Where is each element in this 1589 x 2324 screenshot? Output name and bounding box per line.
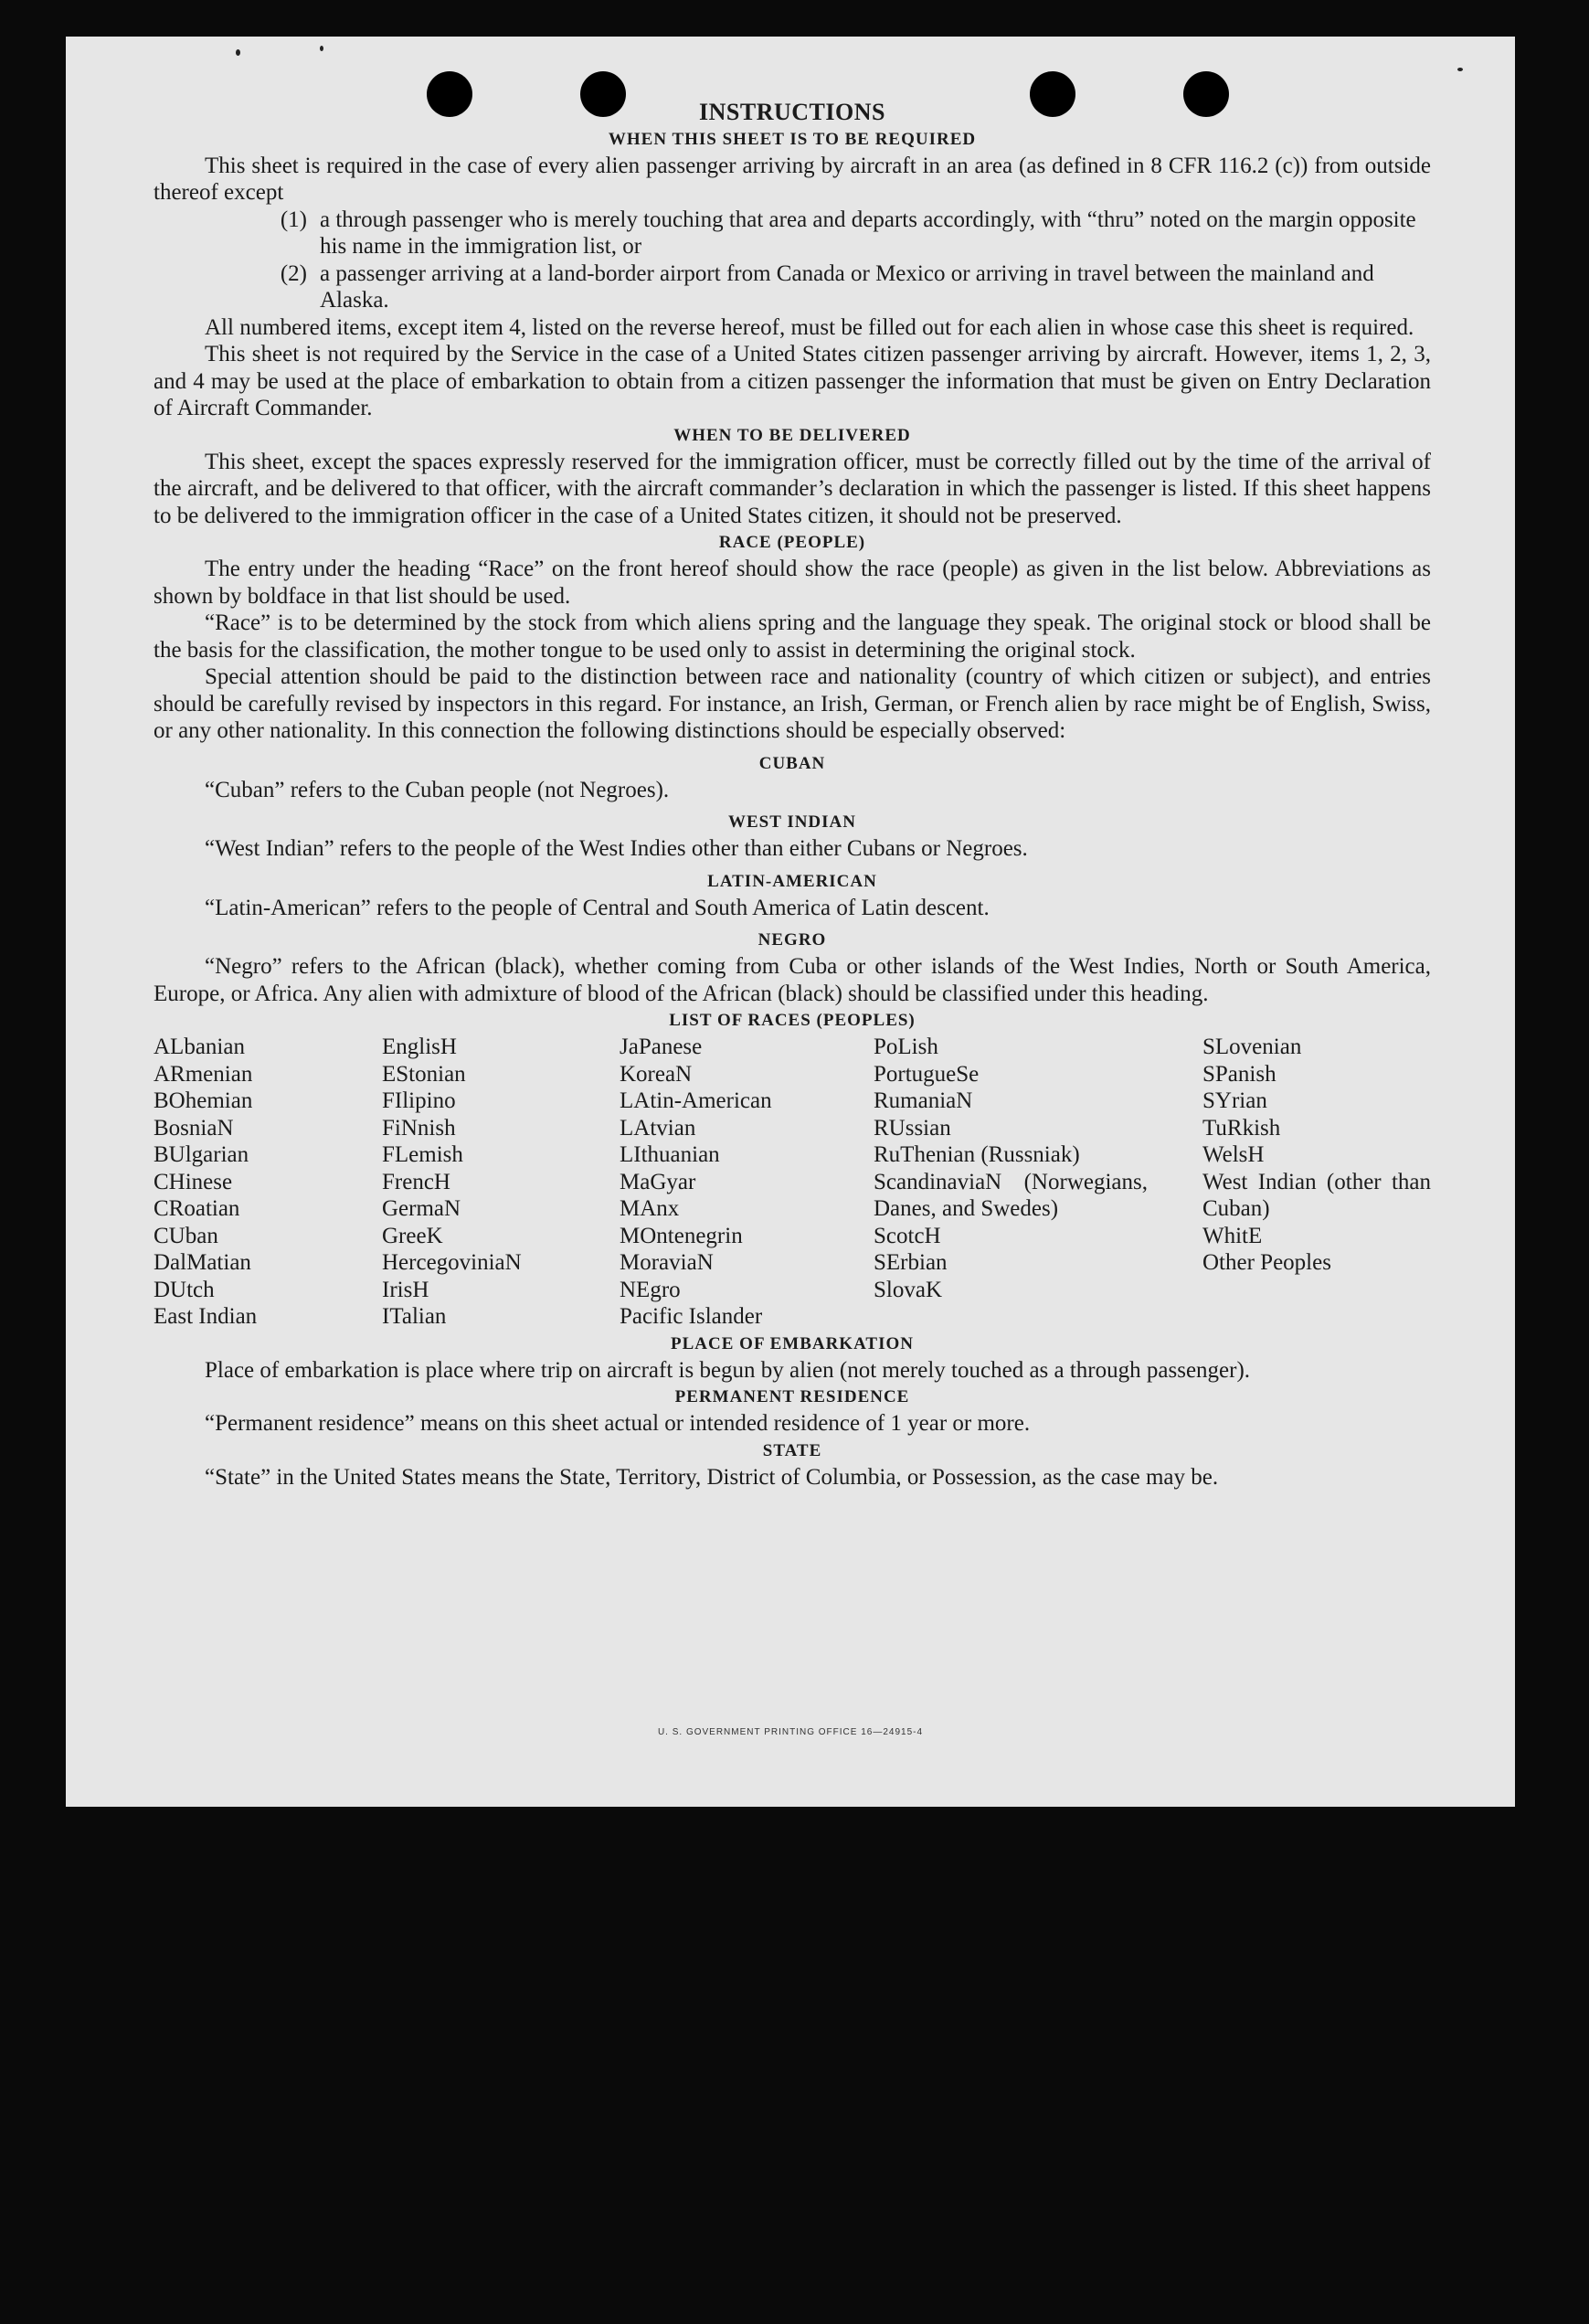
section-heading: WEST INDIAN xyxy=(728,812,856,832)
paragraph: This sheet, except the spaces expressly reserved for the immigration officer, must be correctly filled out by the time of the arrival of the aircraft, and be delivered to that officer, with the aircraft commander’s declaration in which the passenger is listed. If this sheet happens to be delivered to the immigration officer in the case of a United States citizen, it should not be preserved. xyxy=(154,449,1431,528)
paragraph: Place of embarkation is place where trip on aircraft is begun by alien (not merely touched as a through passenger). xyxy=(205,1357,1251,1383)
race-item: MAnx xyxy=(620,1196,680,1221)
race-item: FIlipino xyxy=(382,1088,456,1113)
race-item: East Indian xyxy=(154,1304,258,1329)
race-item: KoreaN xyxy=(620,1061,693,1087)
race-item: MaGyar xyxy=(620,1169,696,1194)
race-item: SLovenian xyxy=(1202,1035,1302,1059)
race-item: IrisH xyxy=(382,1277,429,1302)
paragraph: “Cuban” refers to the Cuban people (not Negroes). xyxy=(205,777,670,802)
race-item: FiNnish xyxy=(382,1115,456,1141)
race-column xyxy=(1202,1034,1431,1331)
race-column xyxy=(154,1034,382,1331)
race-item: ARmenian xyxy=(154,1061,253,1087)
section-heading: RACE (PEOPLE) xyxy=(718,533,866,552)
race-item: GreeK xyxy=(382,1223,443,1248)
race-item: SlovaK xyxy=(874,1277,942,1302)
race-item: LIthuanian xyxy=(620,1142,720,1167)
race-item: GermaN xyxy=(382,1196,461,1221)
section-heading: WHEN TO BE DELIVERED xyxy=(673,425,911,445)
section-heading: WHEN THIS SHEET IS TO BE REQUIRED xyxy=(608,129,977,149)
speck xyxy=(1457,68,1463,71)
race-item: ITalian xyxy=(382,1304,447,1329)
paragraph: “Latin-American” refers to the people of Central and South America of Latin descent. xyxy=(205,895,990,920)
race-item: MOntenegrin xyxy=(620,1223,743,1248)
paragraph: “West Indian” refers to the people of the West Indies other than either Cubans or Negroes. xyxy=(205,836,1028,861)
section-heading: STATE xyxy=(762,1440,822,1460)
race-item: LAtvian xyxy=(620,1115,696,1141)
paragraph: This sheet is not required by the Service in the case of a United States citizen passenger arriving by aircraft. However, items 1, 2, 3, and 4 may be used at the place of embarkation to obtain from a citizen passenger the information that must be given on Entry Declaration of Aircraft Commander. xyxy=(154,342,1431,420)
race-item: SYrian xyxy=(1202,1088,1267,1113)
paragraph: “Permanent residence” means on this sheet actual or intended residence of 1 year or more. xyxy=(205,1411,1031,1436)
section-heading: CUBAN xyxy=(758,753,826,773)
race-item: ALbanian xyxy=(154,1035,245,1059)
paragraph: This sheet is required in the case of every alien passenger arriving by aircraft in an area (as defined in 8 CFR 116.2 (c)) from outside thereof except xyxy=(154,153,1431,205)
race-item: FrencH xyxy=(382,1169,450,1194)
race-item: CUban xyxy=(154,1223,218,1248)
race-item: EStonian xyxy=(382,1061,466,1087)
race-item: LAtin-American xyxy=(620,1088,772,1113)
race-item: SPanish xyxy=(1202,1061,1276,1087)
race-item: BosniaN xyxy=(154,1115,234,1141)
race-list xyxy=(154,1034,1431,1331)
race-item: EnglisH xyxy=(382,1035,457,1059)
speck xyxy=(320,46,323,51)
race-item: CRoatian xyxy=(154,1196,240,1221)
race-item: BUlgarian xyxy=(154,1142,249,1167)
section-heading: PERMANENT RESIDENCE xyxy=(674,1387,910,1406)
item-text: a through passenger who is merely touching that area and departs accordingly, with “thru” noted on the margin opposite his name in the immigration list, or xyxy=(320,207,1416,259)
list-item xyxy=(154,260,1431,314)
race-column xyxy=(874,1034,1202,1331)
race-item: BOhemian xyxy=(154,1088,253,1113)
race-column xyxy=(620,1034,874,1331)
race-column xyxy=(382,1034,620,1331)
document-sheet xyxy=(66,37,1515,1807)
race-item: NEgro xyxy=(620,1277,681,1302)
race-item: WhitE xyxy=(1202,1223,1263,1248)
race-item: Other Peoples xyxy=(1202,1250,1331,1275)
race-item: PortugueSe xyxy=(874,1061,980,1087)
race-item: HercegoviniaN xyxy=(382,1250,522,1275)
section-heading: LATIN-AMERICAN xyxy=(707,871,877,891)
race-item: ScandinaviaN (Norwegians, Danes, and Swedes) xyxy=(874,1169,1148,1221)
section-heading: NEGRO xyxy=(757,930,827,950)
race-item: CHinese xyxy=(154,1169,233,1194)
paragraph: “Race” is to be determined by the stock from which aliens spring and the language they speak. The original stock or blood shall be the basis for the classification, the mother tongue to be used only to assist in determining the original stock. xyxy=(154,610,1431,663)
race-item: West Indian (other than Cuban) xyxy=(1202,1169,1431,1221)
race-item: DUtch xyxy=(154,1277,215,1302)
section-heading: PLACE OF EMBARKATION xyxy=(671,1333,914,1353)
list-item xyxy=(154,207,1431,260)
race-item: RumaniaN xyxy=(874,1088,973,1113)
item-number: (1) xyxy=(280,207,307,232)
item-number: (2) xyxy=(280,260,307,286)
race-item: JaPanese xyxy=(620,1035,703,1059)
race-item: Pacific Islander xyxy=(620,1304,763,1329)
race-item: PoLish xyxy=(874,1035,938,1059)
race-item: WelsH xyxy=(1202,1142,1265,1167)
section-heading: LIST OF RACES (PEOPLES) xyxy=(669,1011,916,1030)
speck xyxy=(236,49,240,56)
paragraph: “State” in the United States means the State, Territory, District of Columbia, or Possession, as the case may be. xyxy=(205,1464,1219,1490)
race-item: DalMatian xyxy=(154,1250,251,1275)
race-item: MoraviaN xyxy=(620,1250,714,1275)
race-item: TuRkish xyxy=(1202,1115,1281,1141)
race-item: FLemish xyxy=(382,1142,463,1167)
race-item: RUssian xyxy=(874,1115,951,1141)
race-item: SErbian xyxy=(874,1250,948,1275)
race-item: RuThenian (Russniak) xyxy=(874,1142,1080,1167)
paragraph: Special attention should be paid to the distinction between race and nationality (country of which citizen or subject), and entries should be carefully revised by inspectors in this regard. For instance, an Irish, German, or French alien by race might be of English, Swiss, or any other nationality. In this connection the following distinctions should be especially observed: xyxy=(154,664,1431,743)
printer-imprint: U. S. GOVERNMENT PRINTING OFFICE 16—24915-4 xyxy=(657,1727,924,1737)
race-item: ScotcH xyxy=(874,1223,941,1248)
item-text: a passenger arriving at a land-border airport from Canada or Mexico or arriving in travel between the mainland and Alaska. xyxy=(320,260,1374,313)
paragraph: All numbered items, except item 4, listed on the reverse hereof, must be filled out for each alien in whose case this sheet is required. xyxy=(205,314,1414,340)
paragraph: The entry under the heading “Race” on the front hereof should show the race (people) as given in the list below. Abbreviations as shown by boldface in that list should be used. xyxy=(154,557,1431,609)
instructions-body xyxy=(154,99,1431,1491)
page-title: INSTRUCTIONS xyxy=(699,99,885,125)
paragraph: “Negro” refers to the African (black), whether coming from Cuba or other islands of the West Indies, North or South America, Europe, or Africa. Any alien with admixture of blood of the African (black) should be classified under this heading. xyxy=(154,954,1431,1006)
